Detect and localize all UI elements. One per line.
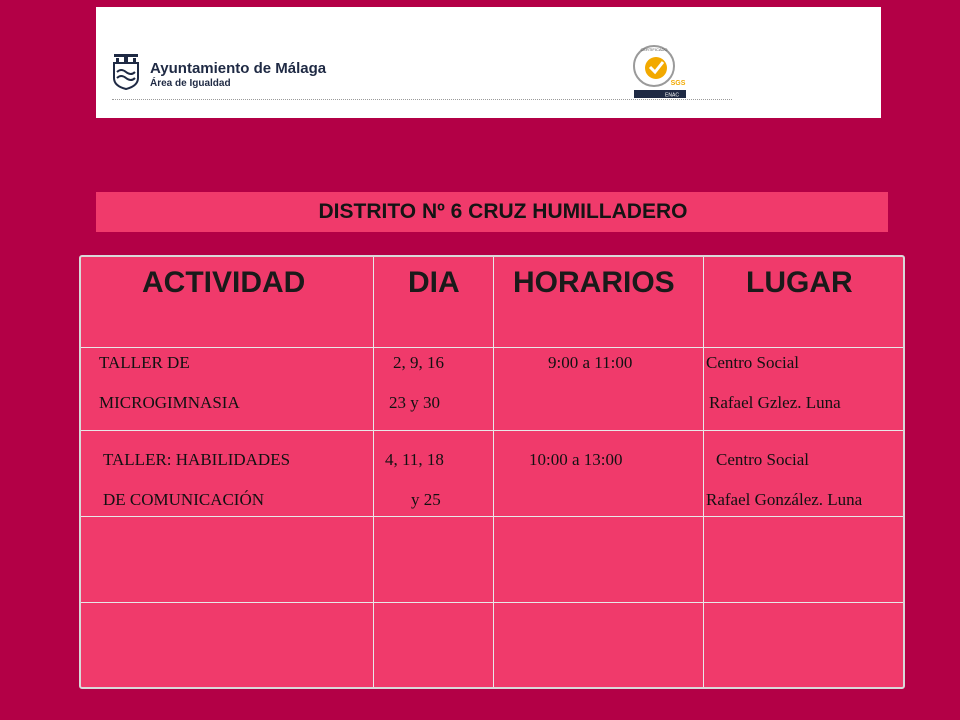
row2-lugar-line1: Centro Social (716, 450, 810, 469)
seal-badge-text: SGS (670, 80, 686, 87)
row-divider (81, 347, 903, 348)
row2-actividad-line1: TALLER: HABILIDADES (103, 450, 291, 469)
certification-seal (632, 42, 686, 100)
row-divider (81, 602, 903, 603)
row-divider (81, 516, 903, 517)
row1-horario: 9:00 a 11:00 (548, 353, 633, 372)
row1-actividad-line2: MICROGIMNASIA (99, 393, 240, 412)
org-name: Ayuntamiento de Málaga (150, 60, 327, 77)
seal-bottom-text: ENAC (665, 92, 679, 99)
district-title-bar (96, 192, 888, 232)
org-subtitle: Área de Igualdad (150, 78, 231, 89)
city-shield-logo (112, 50, 140, 90)
header-lugar: LUGAR (746, 266, 853, 299)
column-divider (703, 257, 704, 687)
row1-actividad-line1: TALLER DE (99, 353, 190, 372)
row-divider (81, 430, 903, 431)
row1-dia-line2: 23 y 30 (389, 393, 440, 412)
column-divider (373, 257, 374, 687)
row2-dia-line1: 4, 11, 18 (385, 450, 444, 469)
column-divider (493, 257, 494, 687)
row2-lugar-line2: Rafael González. Luna (706, 490, 863, 509)
seal-top-text: CERTIFICADO (640, 47, 668, 52)
row1-lugar-line2: Rafael Gzlez. Luna (709, 393, 841, 412)
row1-dia-line1: 2, 9, 16 (393, 353, 444, 372)
row2-actividad-line2: DE COMUNICACIÓN (103, 490, 265, 509)
schedule-table (79, 255, 905, 689)
row2-horario: 10:00 a 13:00 (529, 450, 623, 469)
district-title: DISTRITO Nº 6 CRUZ HUMILLADERO (318, 200, 688, 223)
row1-lugar-line1: Centro Social (706, 353, 800, 372)
org-name-block (150, 60, 326, 91)
header-actividad: ACTIVIDAD (142, 266, 306, 299)
header-horarios: HORARIOS (513, 266, 675, 299)
row2-dia-line2: y 25 (411, 490, 441, 509)
header-dia: DIA (408, 266, 460, 299)
